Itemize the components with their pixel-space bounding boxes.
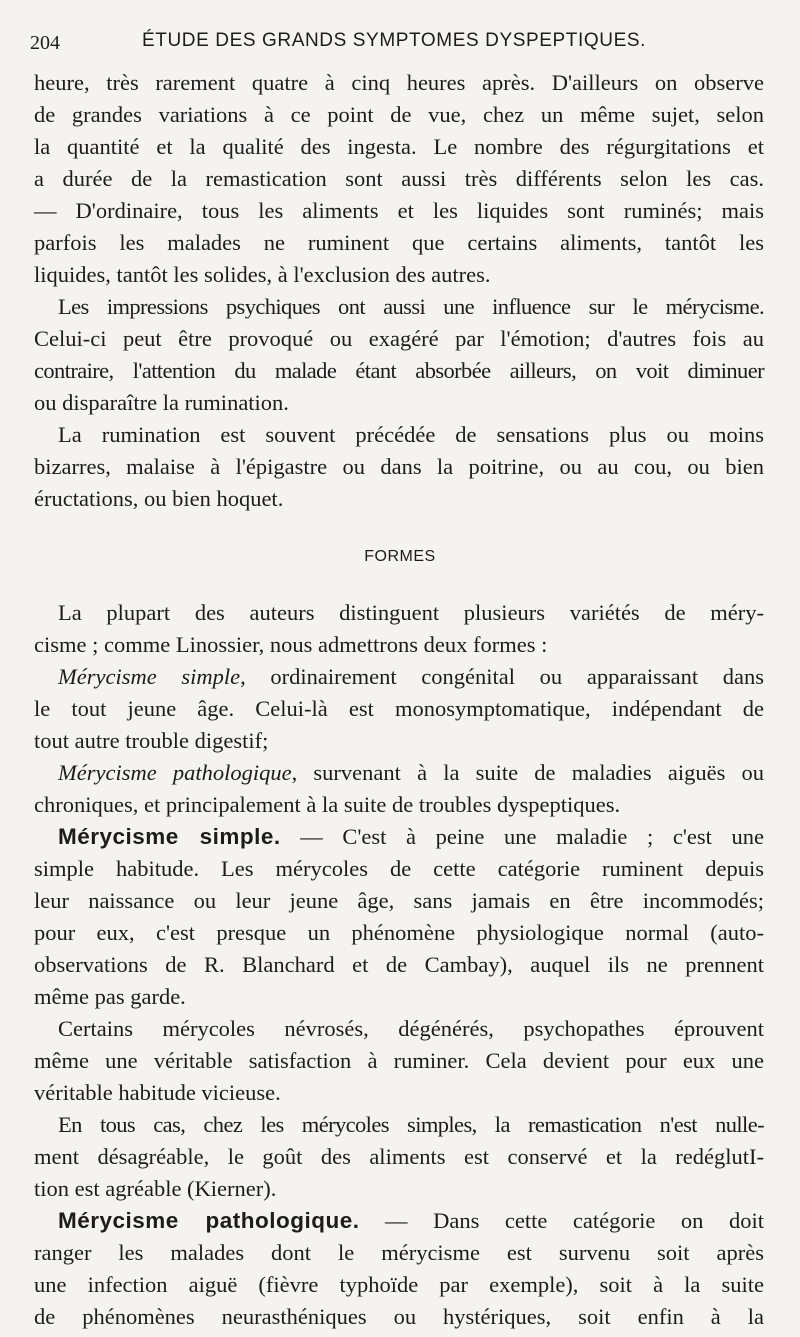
section-merycisme-pathologique xyxy=(34,1205,764,1333)
text-line: éructations, ou bien hoquet. xyxy=(34,486,284,511)
text-line xyxy=(34,757,764,789)
text-line: parfois les malades ne ruminent que certains aliments, tantôt les xyxy=(34,230,764,255)
text-line xyxy=(34,1205,764,1237)
section-merycisme-simple xyxy=(34,821,764,1013)
text-fragment: — Dans cette catégorie on doit xyxy=(359,1208,764,1233)
page-header xyxy=(30,30,770,60)
run-in-heading-pathologique: Mérycisme pathologique. xyxy=(58,1208,360,1233)
text-line: La plupart des auteurs distinguent plusieurs variétés de méry- xyxy=(58,600,764,625)
text-line: bizarres, malaise à l'épigastre ou dans la poitrine, ou au cou, ou bien xyxy=(34,454,764,479)
text-line: a durée de la remastication sont aussi très différents selon les cas. xyxy=(34,166,764,191)
text-line: ment désagréable, le goût des aliments est conservé et la redéglutI- xyxy=(34,1144,764,1169)
text-line: de phénomènes neurasthéniques ou hystériques, soit enfin à la xyxy=(34,1304,764,1329)
text-line: contraire, l'attention du malade étant absorbée ailleurs, on voit diminuer xyxy=(34,358,764,383)
text-line: véritable habitude vicieuse. xyxy=(34,1080,281,1105)
text-line: ranger les malades dont le mérycisme est survenu soit après xyxy=(34,1240,764,1265)
paragraph-5 xyxy=(34,1013,764,1109)
text-line: tout autre trouble digestif; xyxy=(34,728,269,753)
page-number: 204 xyxy=(30,32,60,54)
paragraph-1 xyxy=(34,67,764,291)
body-text-bottom xyxy=(34,597,764,1333)
paragraph-6 xyxy=(34,1109,764,1205)
text-line: En tous cas, chez les mérycoles simples, la remastication n'est nulle- xyxy=(58,1112,764,1137)
text-fragment: — C'est à peine une maladie ; c'est une xyxy=(280,824,764,849)
text-line: Celui-ci peut être provoqué ou exagéré par l'émotion; d'autres fois au xyxy=(34,326,764,351)
text-line: ou disparaître la rumination. xyxy=(34,390,289,415)
text-line: liquides, tantôt les solides, à l'exclusion des autres. xyxy=(34,262,491,287)
text-line: le tout jeune âge. Celui-là est monosymptomatique, indépendant de xyxy=(34,696,764,721)
text-line: leur naissance ou leur jeune âge, sans jamais en être incommodés; xyxy=(34,888,764,913)
paragraph-2 xyxy=(34,291,764,419)
text-line: même pas garde. xyxy=(34,984,186,1009)
form-pathologic-definition xyxy=(34,757,764,821)
text-line: cisme ; comme Linossier, nous admettrons deux formes : xyxy=(34,632,548,657)
text-line: la quantité et la qualité des ingesta. Le nombre des régurgitations et xyxy=(34,134,764,159)
text-line: — D'ordinaire, tous les aliments et les liquides sont ruminés; mais xyxy=(34,198,764,223)
text-fragment: , survenant à la suite de maladies aiguës ou xyxy=(291,760,764,785)
text-line: Certains mérycoles névrosés, dégénérés, psychopathes éprouvent xyxy=(58,1016,764,1041)
body-text-top xyxy=(34,67,764,515)
text-line: pour eux, c'est presque un phénomène physiologique normal (auto- xyxy=(34,920,764,945)
run-in-heading-simple: Mérycisme simple. xyxy=(58,824,281,849)
text-line: Les impressions psychiques ont aussi une influence sur le mérycisme. xyxy=(58,294,764,319)
text-line: chroniques, et principalement à la suite de troubles dyspeptiques. xyxy=(34,792,621,817)
text-line: même une véritable satisfaction à ruminer. Cela devient pour eux une xyxy=(34,1048,764,1073)
paragraph-3 xyxy=(34,419,764,515)
text-line: une infection aiguë (fièvre typhoïde par exemple), soit à la suite xyxy=(34,1272,764,1297)
paragraph-4 xyxy=(34,597,764,661)
running-head: ÉTUDE DES GRANDS SYMPTOMES DYSPEPTIQUES. xyxy=(142,30,647,51)
term-merycisme-simple: Mérycisme simple xyxy=(58,664,241,689)
form-simple-definition xyxy=(34,661,764,757)
text-line xyxy=(34,821,764,853)
text-line: La rumination est souvent précédée de sensations plus ou moins xyxy=(58,422,764,447)
term-merycisme-pathologique: Mérycisme pathologique xyxy=(58,760,292,785)
text-line: simple habitude. Les mérycoles de cette catégorie ruminent depuis xyxy=(34,856,764,881)
section-heading-formes: FORMES xyxy=(364,548,436,565)
text-line: heure, très rarement quatre à cinq heures après. D'ailleurs on observe xyxy=(34,70,764,95)
text-line xyxy=(34,661,764,693)
text-line: de grandes variations à ce point de vue, chez un même sujet, selon xyxy=(34,102,764,127)
text-fragment: , ordinairement congénital ou apparaissant dans xyxy=(240,664,764,689)
text-line: observations de R. Blanchard et de Cambay), auquel ils ne prennent xyxy=(34,952,764,977)
text-line: tion est agréable (Kierner). xyxy=(34,1176,277,1201)
